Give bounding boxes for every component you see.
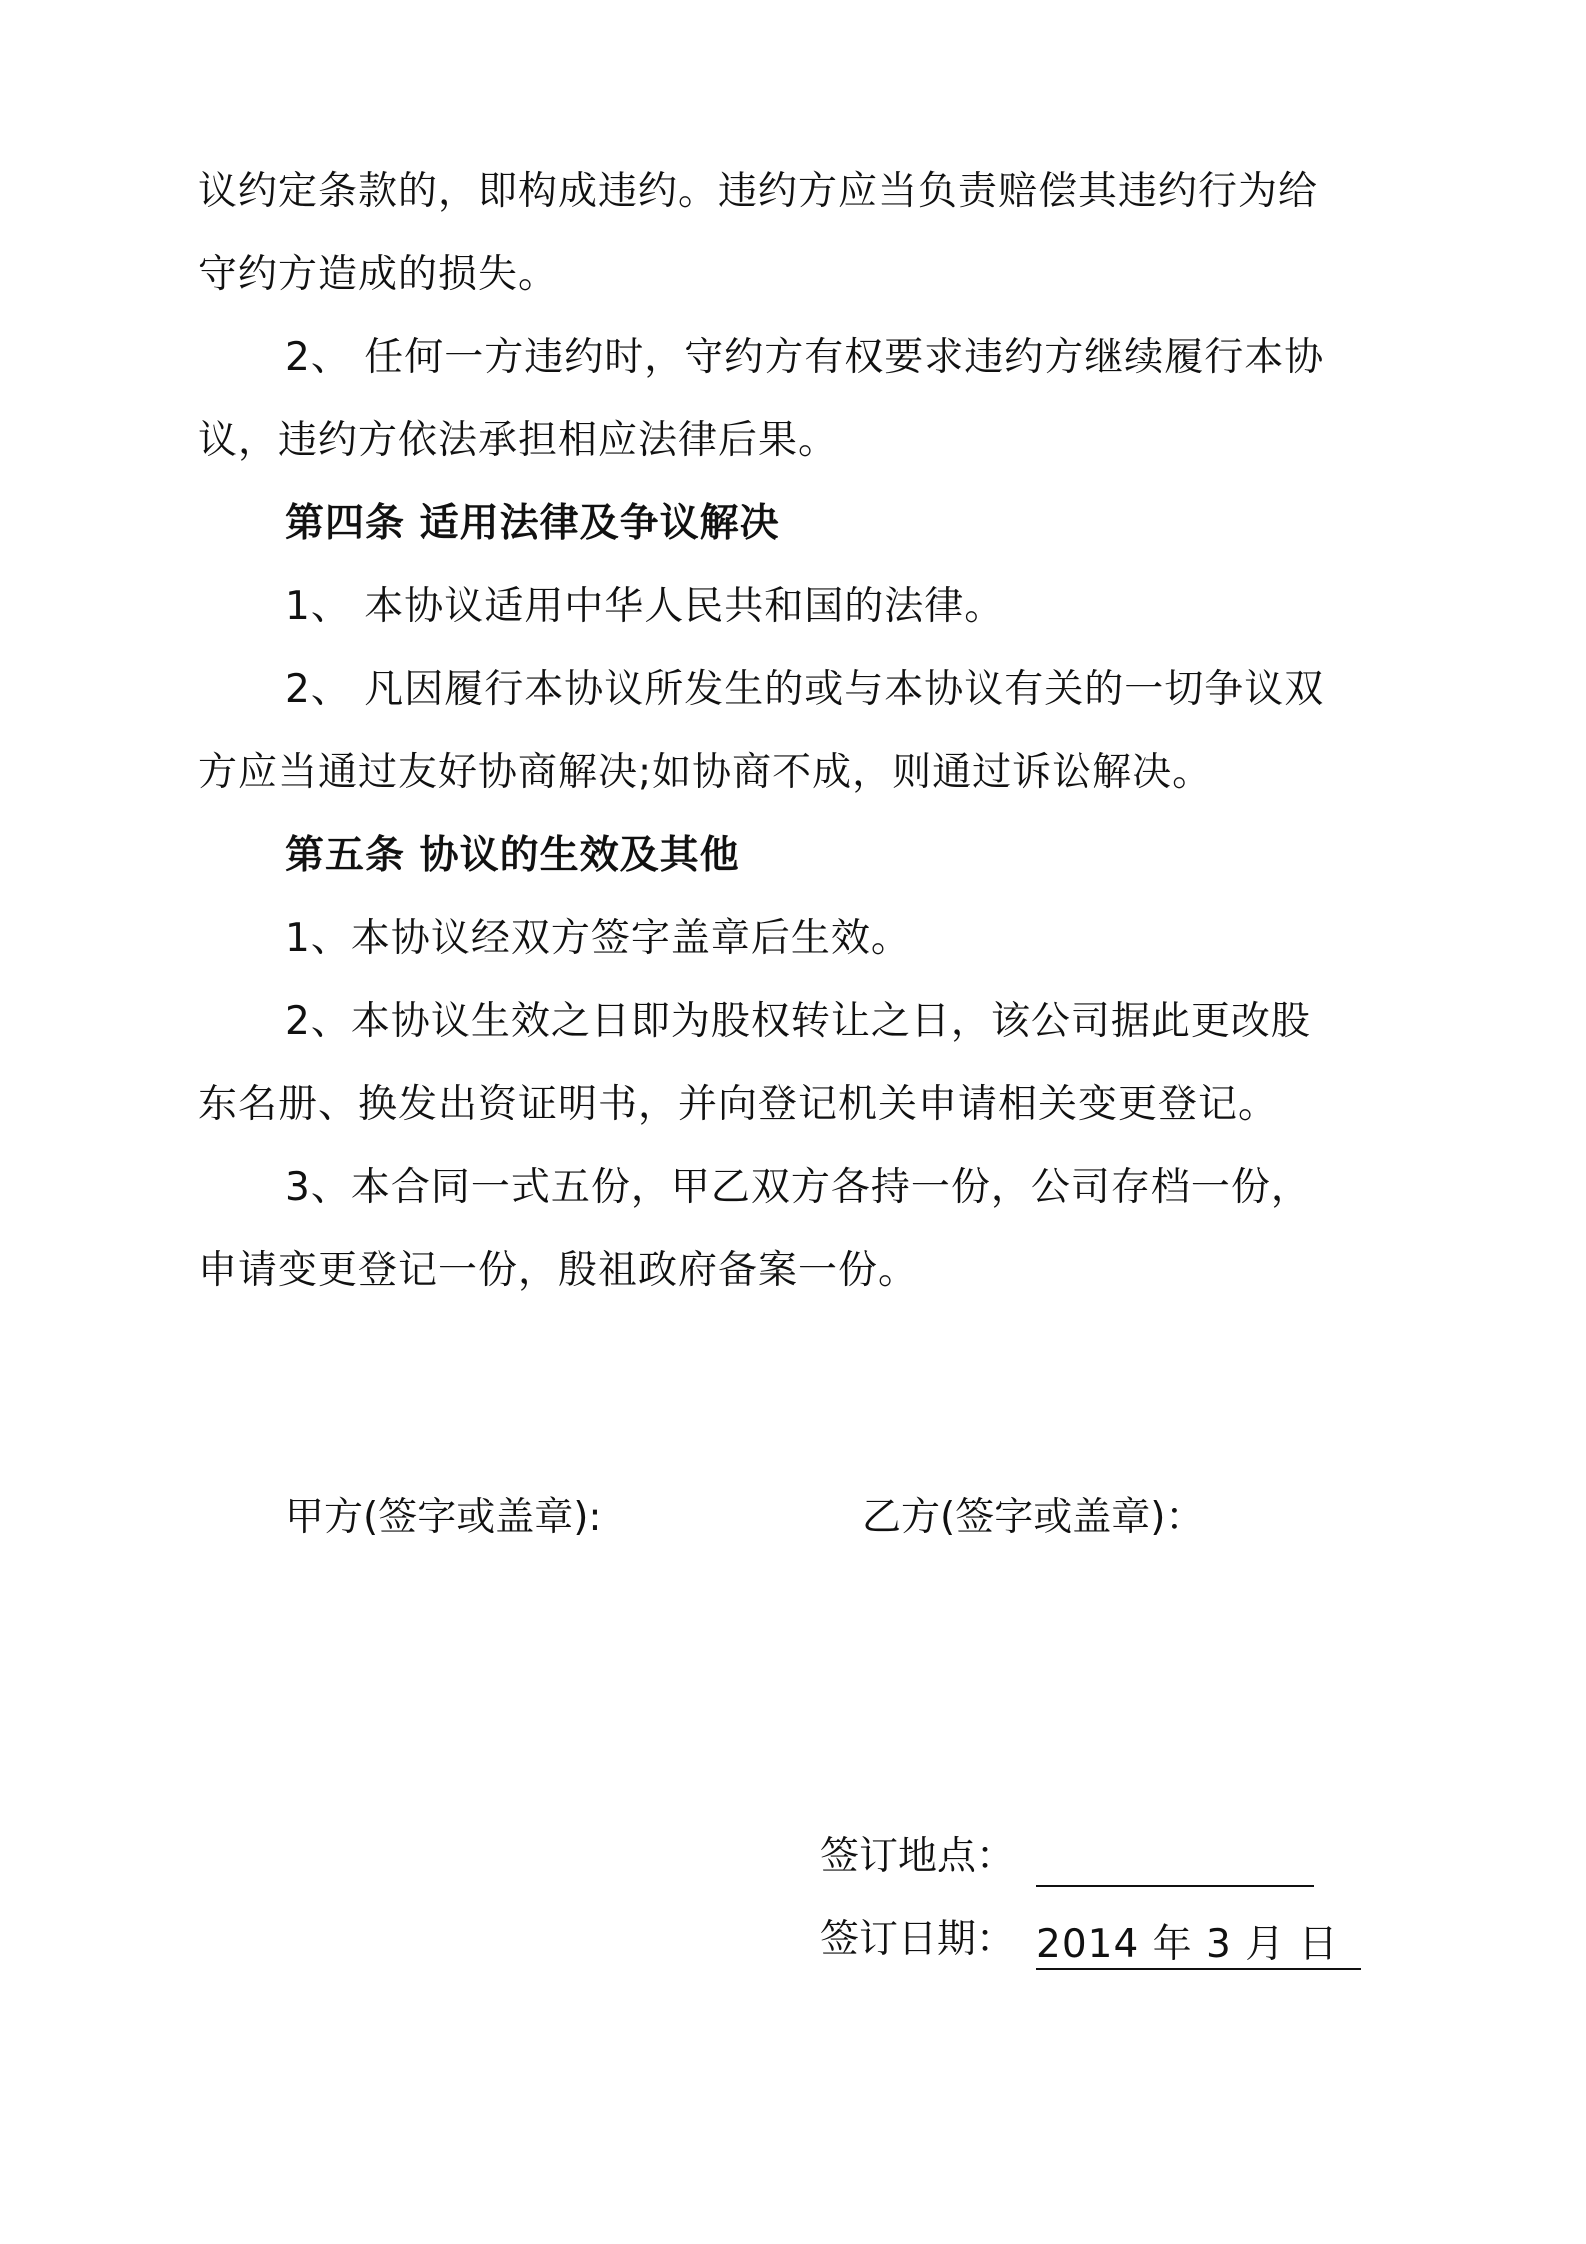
signing-place-field — [1036, 1827, 1314, 1887]
body-line: 3、本合同一式五份，甲乙双方各持一份，公司存档一份， — [285, 1165, 1311, 1210]
contract-body — [198, 150, 1398, 1312]
party-a-signature-label: 甲方(签字或盖章): — [285, 1495, 602, 1540]
body-line: 2、 任何一方违约时，守约方有权要求违约方继续履行本协 — [285, 335, 1325, 380]
body-line: 方应当通过友好协商解决;如协商不成，则通过诉讼解决。 — [198, 750, 1213, 795]
article-4-heading: 第四条 适用法律及争议解决 — [285, 501, 780, 546]
body-line: 议，违约方依法承担相应法律后果。 — [198, 418, 839, 463]
body-line: 议约定条款的，即构成违约。违约方应当负责赔偿其违约行为给 — [198, 169, 1319, 214]
body-line: 守约方造成的损失。 — [198, 252, 559, 297]
body-line: 申请变更登记一份，殷祖政府备案一份。 — [198, 1248, 919, 1293]
article-5-heading: 第五条 协议的生效及其他 — [285, 833, 740, 878]
signing-place-row — [820, 1815, 1420, 1898]
signing-place-label: 签订地点： — [820, 1834, 1016, 1879]
body-line: 2、 凡因履行本协议所发生的或与本协议有关的一切争议双 — [285, 667, 1325, 712]
body-line: 东名册、换发出资证明书，并向登记机关申请相关变更登记。 — [198, 1082, 1279, 1127]
signing-date-row — [820, 1898, 1420, 1981]
body-line: 1、本协议经双方签字盖章后生效。 — [285, 916, 911, 961]
body-line: 2、本协议生效之日即为股权转让之日，该公司据此更改股 — [285, 999, 1311, 1044]
body-line: 1、 本协议适用中华人民共和国的法律。 — [285, 584, 1005, 629]
signing-date-field: 2014 年 3 月 日 — [1036, 1910, 1361, 1970]
signing-details — [820, 1815, 1420, 1981]
signing-date-label: 签订日期： — [820, 1917, 1016, 1962]
party-b-signature-label: 乙方(签字或盖章)： — [862, 1495, 1205, 1540]
signature-section — [285, 1488, 1385, 1548]
